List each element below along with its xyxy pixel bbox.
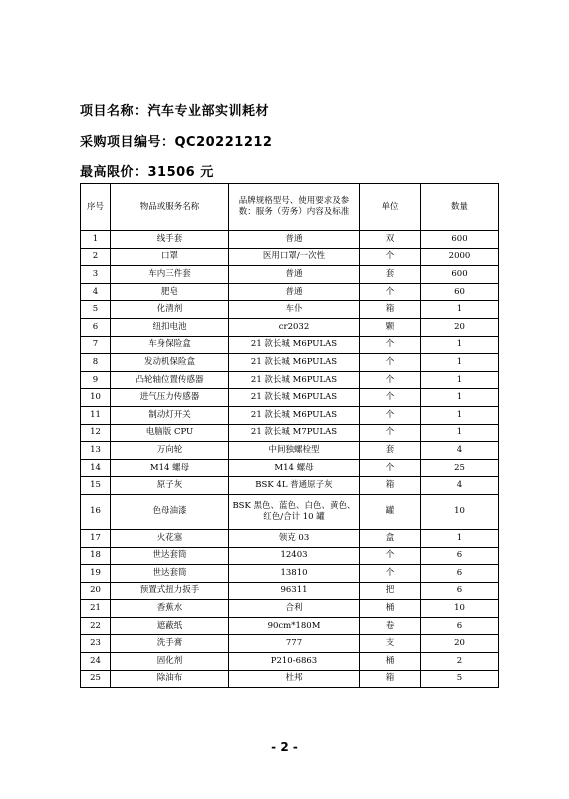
cell-quantity: 5 [421,670,499,688]
cell-unit: 个 [360,389,421,407]
cell-quantity: 6 [421,582,499,600]
cell-unit: 个 [360,371,421,389]
table-row [81,617,499,635]
table-row [81,354,499,372]
table-row [81,336,499,354]
cell-item-name: 世达套筒 [111,547,229,565]
cell-index: 22 [81,617,111,635]
header-unit: 单位 [360,184,421,231]
cell-quantity: 600 [421,266,499,284]
purchase-number: 采购项目编号：QC20221212 [80,135,273,150]
cell-index: 4 [81,283,111,301]
cell-spec: M14 螺母 [229,459,360,477]
cell-item-name: 万向轮 [111,442,229,460]
table-row [81,283,499,301]
cell-item-name: 车内三件套 [111,266,229,284]
cell-item-name: 纽扣电池 [111,318,229,336]
table-row [81,406,499,424]
cell-unit: 箱 [360,670,421,688]
cell-index: 19 [81,565,111,583]
cell-item-name: 原子灰 [111,477,229,495]
cell-spec: 21 款长城 M6PULAS [229,354,360,372]
cell-index: 24 [81,653,111,671]
cell-spec: 21 款长城 M6PULAS [229,406,360,424]
table-row [81,389,499,407]
table-row [81,477,499,495]
cell-unit: 个 [360,406,421,424]
cell-unit: 个 [360,565,421,583]
cell-index: 16 [81,494,111,529]
cell-spec: 中间独螺栓型 [229,442,360,460]
table-row [81,231,499,249]
cell-quantity: 4 [421,442,499,460]
cell-quantity: 10 [421,600,499,618]
cell-item-name: 电脑版 CPU [111,424,229,442]
cell-unit: 个 [360,248,421,266]
cell-unit: 个 [360,459,421,477]
cell-quantity: 4 [421,477,499,495]
table-row [81,582,499,600]
table-row [81,459,499,477]
cell-quantity: 20 [421,635,499,653]
table-row [81,248,499,266]
cell-item-name: 洗手膏 [111,635,229,653]
cell-index: 8 [81,354,111,372]
cell-index: 14 [81,459,111,477]
table-row [81,635,499,653]
cell-spec: 21 款长城 M6PULAS [229,389,360,407]
cell-quantity: 600 [421,231,499,249]
cell-spec: 杜邦 [229,670,360,688]
cell-item-name: 化清剂 [111,301,229,319]
cell-spec: 普通 [229,231,360,249]
cell-index: 7 [81,336,111,354]
cell-index: 21 [81,600,111,618]
cell-item-name: 遮蔽纸 [111,617,229,635]
items-table [80,183,499,688]
cell-spec: 合利 [229,600,360,618]
cell-index: 9 [81,371,111,389]
cell-quantity: 1 [421,529,499,547]
cell-unit: 个 [360,424,421,442]
cell-unit: 桶 [360,600,421,618]
table-row [81,266,499,284]
cell-item-name: 线手套 [111,231,229,249]
cell-item-name: 制动灯开关 [111,406,229,424]
cell-index: 15 [81,477,111,495]
cell-unit: 套 [360,442,421,460]
cell-spec: 领克 03 [229,529,360,547]
cell-quantity: 1 [421,354,499,372]
cell-index: 5 [81,301,111,319]
cell-quantity: 6 [421,565,499,583]
header-quantity: 数量 [421,184,499,231]
cell-spec: 车仆 [229,301,360,319]
cell-unit: 双 [360,231,421,249]
cell-index: 3 [81,266,111,284]
cell-index: 12 [81,424,111,442]
cell-unit: 支 [360,635,421,653]
cell-index: 1 [81,231,111,249]
cell-quantity: 60 [421,283,499,301]
table-row [81,547,499,565]
cell-unit: 个 [360,354,421,372]
cell-index: 10 [81,389,111,407]
cell-quantity: 1 [421,424,499,442]
cell-unit: 罐 [360,494,421,529]
cell-spec: 21 款长城 M6PULAS [229,336,360,354]
table-row [81,301,499,319]
cell-item-name: 火花塞 [111,529,229,547]
header-item-name: 物品或服务名称 [111,184,229,231]
cell-item-name: 口罩 [111,248,229,266]
cell-index: 13 [81,442,111,460]
cell-item-name: 预置式扭力扳手 [111,582,229,600]
cell-item-name: 色母油漆 [111,494,229,529]
cell-unit: 箱 [360,301,421,319]
cell-quantity: 1 [421,389,499,407]
cell-item-name: 除油布 [111,670,229,688]
table-row [81,494,499,529]
cell-index: 18 [81,547,111,565]
table-row [81,529,499,547]
table-row [81,424,499,442]
project-name: 项目名称：汽车专业部实训耗材 [80,104,270,119]
cell-unit: 箱 [360,477,421,495]
cell-spec: cr2032 [229,318,360,336]
cell-index: 6 [81,318,111,336]
cell-quantity: 2 [421,653,499,671]
cell-spec: 21 款长城 M7PULAS [229,424,360,442]
cell-index: 17 [81,529,111,547]
cell-unit: 盒 [360,529,421,547]
cell-unit: 个 [360,547,421,565]
cell-index: 25 [81,670,111,688]
cell-item-name: 世达套筒 [111,565,229,583]
cell-spec: 90cm*180M [229,617,360,635]
table-row [81,318,499,336]
table-row [81,442,499,460]
cell-quantity: 6 [421,547,499,565]
cell-quantity: 2000 [421,248,499,266]
cell-unit: 套 [360,266,421,284]
cell-unit: 卷 [360,617,421,635]
max-price: 最高限价：31506 元 [80,165,214,180]
cell-item-name: 固化剂 [111,653,229,671]
table-row [81,670,499,688]
cell-item-name: 凸轮轴位置传感器 [111,371,229,389]
cell-quantity: 6 [421,617,499,635]
header-index: 序号 [81,184,111,231]
cell-spec: 普通 [229,266,360,284]
cell-spec: 13810 [229,565,360,583]
cell-spec: BSK 黑色、蓝色、白色、黄色、红色/合计 10 罐 [229,494,360,529]
table-header-row [81,184,499,231]
cell-spec: 12403 [229,547,360,565]
cell-quantity: 10 [421,494,499,529]
cell-item-name: 进气压力传感器 [111,389,229,407]
cell-unit: 个 [360,283,421,301]
header-spec: 品牌规格型号、使用要求及参数：服务（劳务）内容及标准 [229,184,360,231]
cell-quantity: 1 [421,371,499,389]
cell-item-name: M14 螺母 [111,459,229,477]
cell-spec: 21 款长城 M6PULAS [229,371,360,389]
cell-spec: BSK 4L 普通原子灰 [229,477,360,495]
cell-index: 11 [81,406,111,424]
cell-unit: 个 [360,336,421,354]
cell-quantity: 1 [421,336,499,354]
cell-unit: 把 [360,582,421,600]
cell-item-name: 发动机保险盒 [111,354,229,372]
cell-index: 23 [81,635,111,653]
cell-spec: 普通 [229,283,360,301]
cell-index: 20 [81,582,111,600]
cell-spec: 777 [229,635,360,653]
cell-spec: 96311 [229,582,360,600]
cell-item-name: 香蕉水 [111,600,229,618]
cell-quantity: 1 [421,406,499,424]
cell-item-name: 肥皂 [111,283,229,301]
cell-unit: 桶 [360,653,421,671]
table-row [81,653,499,671]
cell-index: 2 [81,248,111,266]
cell-item-name: 车身保险盒 [111,336,229,354]
page-number: - 2 - [271,740,298,754]
cell-quantity: 20 [421,318,499,336]
table-row [81,565,499,583]
cell-unit: 颗 [360,318,421,336]
cell-spec: 医用口罩/一次性 [229,248,360,266]
table-row [81,371,499,389]
cell-spec: P210-6863 [229,653,360,671]
table-row [81,600,499,618]
cell-quantity: 25 [421,459,499,477]
cell-quantity: 1 [421,301,499,319]
